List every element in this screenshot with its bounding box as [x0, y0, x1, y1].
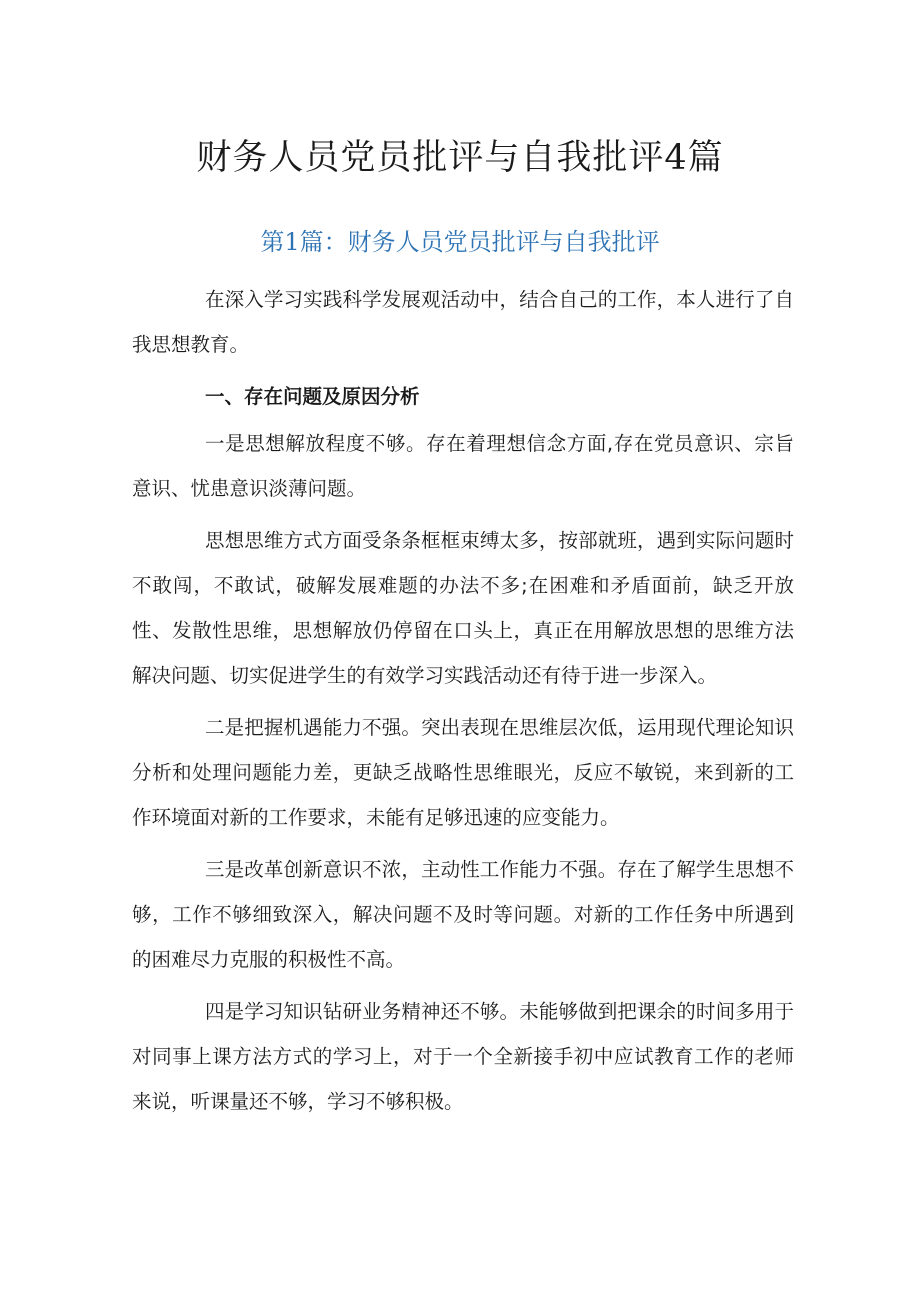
paragraph-4: 三是改革创新意识不浓，主动性工作能力不强。存在了解学生思想不够，工作不够细致深入，解决问题不及时等问题。对新的工作任务中所遇到的困难尽力克服的积极性不高。: [132, 858, 794, 971]
intro-paragraph: 在深入学习实践科学发展观活动中，结合自己的工作，本人进行了自我思想教育。: [132, 288, 794, 356]
paragraph-2: 思想思维方式方面受条条框框束缚太多，按部就班，遇到实际问题时不敢闯，不敢试，破解发展难题的办法不多;在困难和矛盾面前，缺乏开放性、发散性思维，思想解放仍停留在口头上，真正在用解放思想的思维方法解决问题、切实促进学生的有效学习实践活动还有待于进一步深入。: [132, 529, 794, 687]
document-title: 财务人员党员批评与自我批评4篇: [196, 138, 724, 178]
chapter-title: 第1篇：财务人员党员批评与自我批评: [260, 228, 660, 256]
paragraph-1: 一是思想解放程度不够。存在着理想信念方面,存在党员意识、宗旨意识、忧患意识淡薄问题。: [132, 432, 794, 500]
paragraph-5: 四是学习知识钻研业务精神还不够。未能够做到把课余的时间多用于对同事上课方法方式的学习上，对于一个全新接手初中应试教育工作的老师来说，听课量还不够，学习不够积极。: [132, 1000, 794, 1113]
paragraph-3: 二是把握机遇能力不强。突出表现在思维层次低，运用现代理论知识分析和处理问题能力差，更缺乏战略性思维眼光，反应不敏锐，来到新的工作环境面对新的工作要求，未能有足够迅速的应变能力。: [132, 716, 794, 829]
section-heading: 一、存在问题及原因分析: [205, 385, 420, 408]
document-body: [132, 277, 794, 1131]
